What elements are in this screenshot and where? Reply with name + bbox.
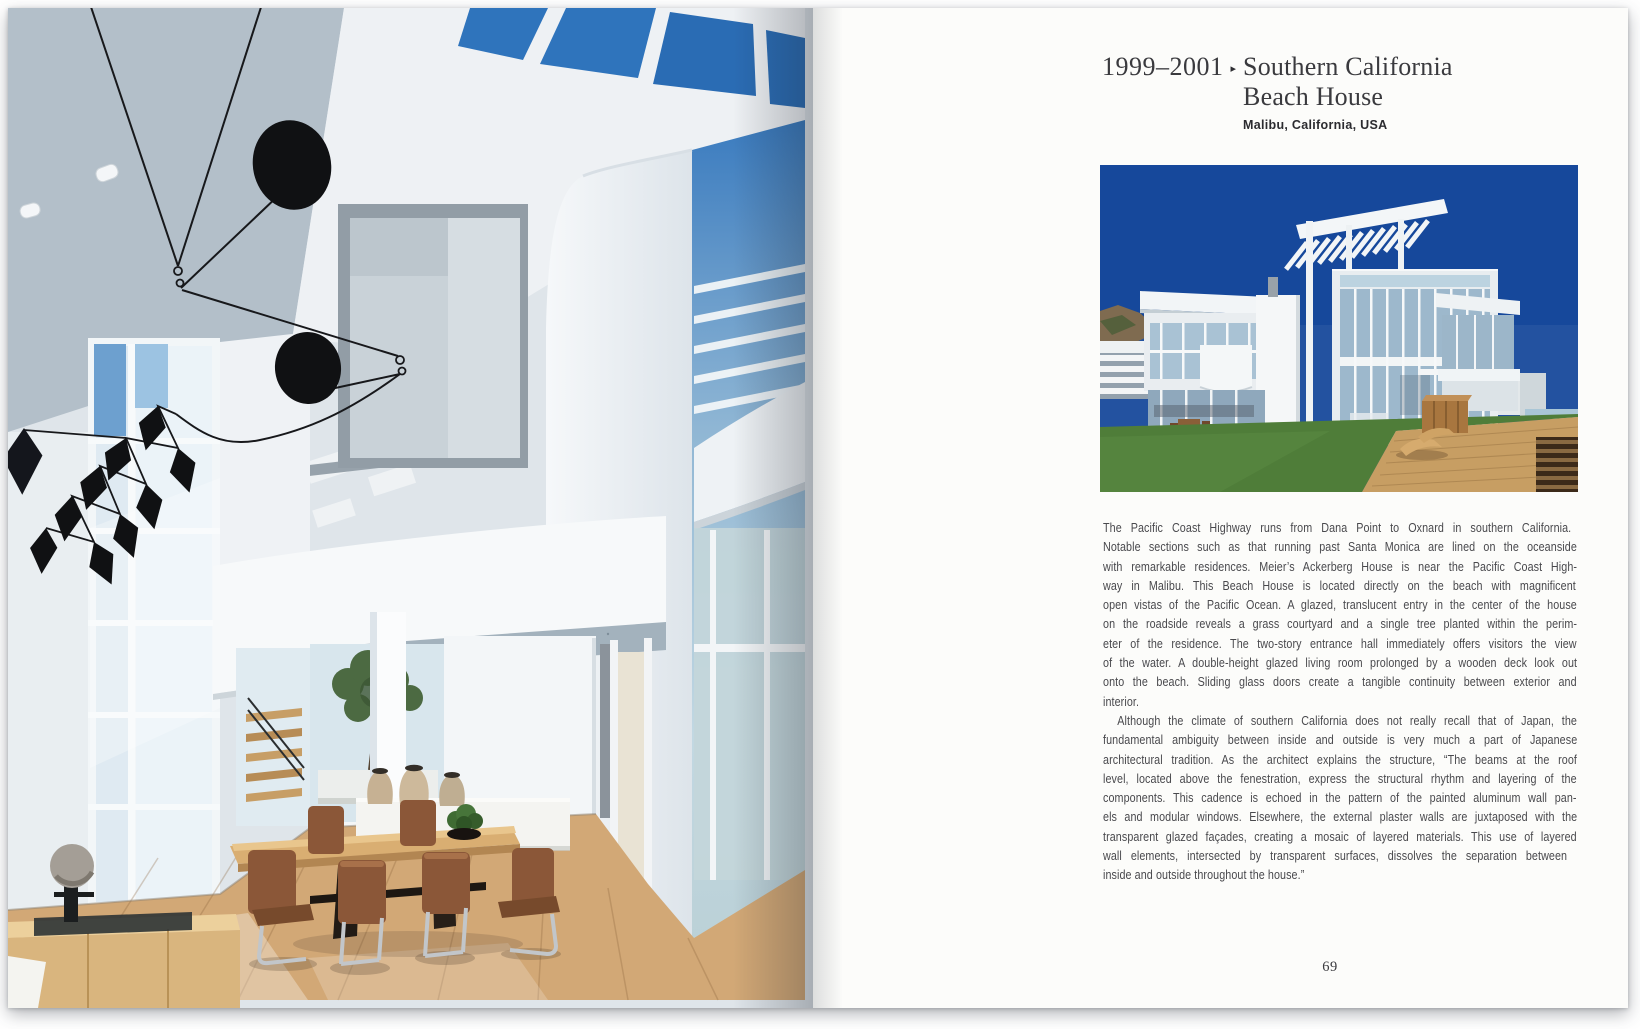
project-title <box>1243 52 1453 112</box>
chapter-header <box>1102 52 1453 112</box>
book-spread <box>8 8 1628 1008</box>
gutter-shade <box>733 8 813 1008</box>
triangle-marker-icon: ▸ <box>1230 63 1237 75</box>
staircase <box>236 648 310 826</box>
project-location: Malibu, California, USA <box>1243 118 1388 132</box>
column <box>1306 221 1313 441</box>
house-photo <box>1100 165 1578 492</box>
interior-photo <box>8 8 813 1008</box>
right-page <box>813 8 1628 1008</box>
partition-wall <box>444 636 596 820</box>
deck-storage-box <box>1422 395 1472 433</box>
page-number: 69 <box>1322 959 1338 975</box>
left-page-interior-photo <box>8 8 813 1008</box>
house-photo-frame <box>1100 165 1578 492</box>
body-text: The Pacific Coast Highway runs from Dana Point to Oxnard in southern California. Notable sections such as that running past Santa Monica are lined on the oceanside with remarkable residences. Meier’s Ackerberg House is near the Pacific Coast High- way in Malibu. This Beach House is located directly on the beach with magnificent open vistas of the Pacific Ocean. A glazed, translucent entry in the center of the house on the roadside reveals a grass courtyard and a single tree planted within the perim- eter of the residence. The two-story entrance hall immediately offers visitors the view of the water. A double-height glazed living room prolonged by a wooden deck look out onto the beach. Sliding glass doors create a tangible continuity between exterior and interior. Although the climate of southern California does not really recall that of Japan, the fundamental ambiguity between inside and outside is very much a part of Japanese architectural tradition. As the architect explains the structure, “The beams at the roof level, located above the fenestration, express the structural rhythm and layering of the components. This cadence is echoed in the pattern of the painted aluminum wall pan- els and modular windows. Elsewhere, the external plaster walls are juxtaposed with the transparent glazed façades, creating a mosaic of layered materials. This use of layered wall elements, intersected by transparent surfaces, dissolves the separation between inside and outside throughout the house.” <box>1103 520 1578 883</box>
title-line-1: Southern California <box>1243 52 1453 81</box>
curved-balcony <box>1200 345 1252 392</box>
project-years: 1999–2001 <box>1102 52 1224 81</box>
slatted-fence <box>1536 437 1578 492</box>
title-line-2: Beach House <box>1243 82 1384 111</box>
chimney <box>1268 277 1278 297</box>
